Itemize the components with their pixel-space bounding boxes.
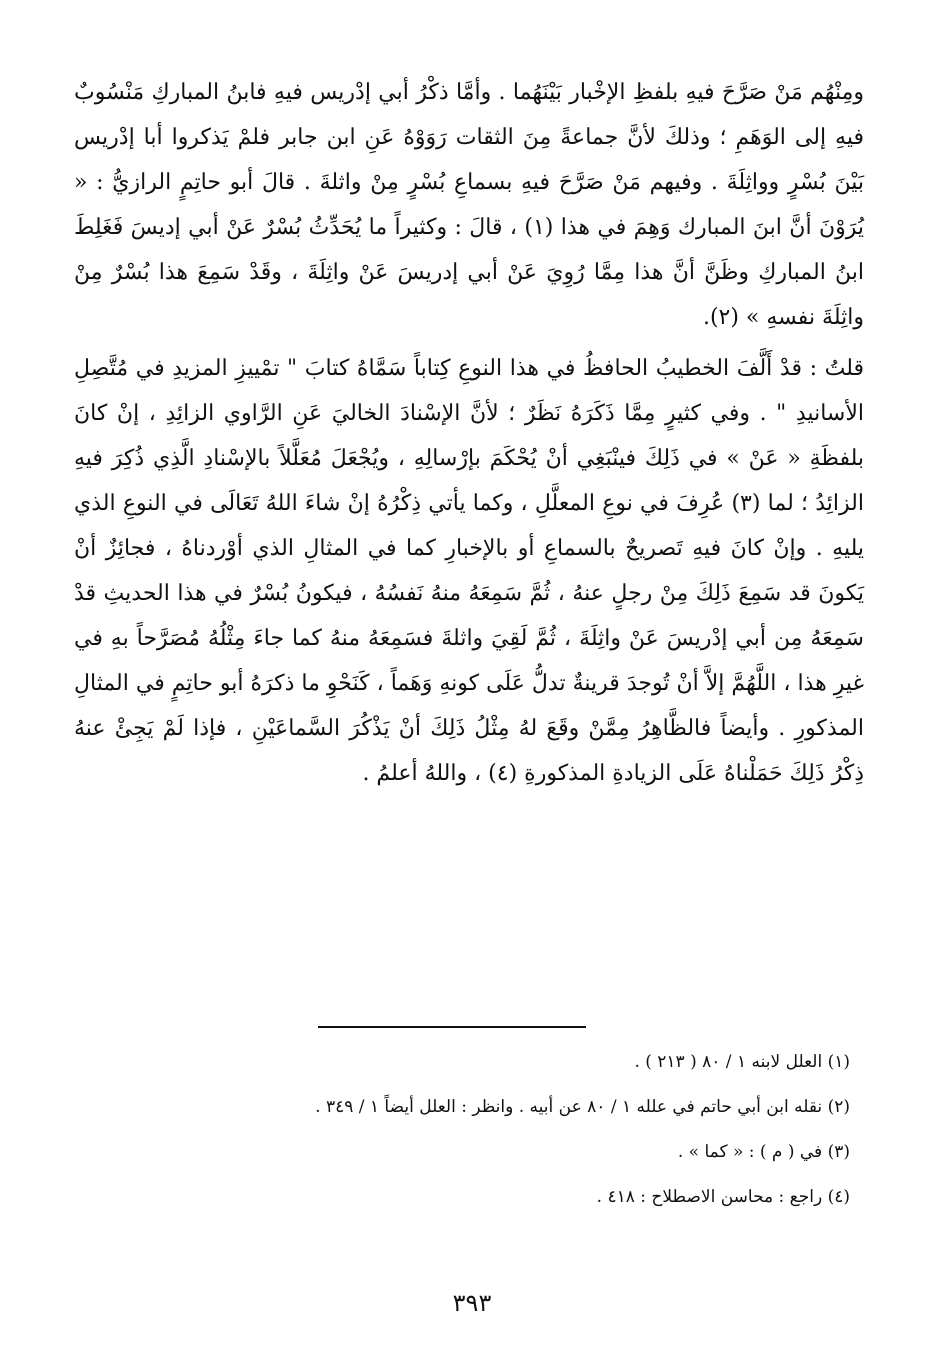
footnotes [160, 1040, 850, 1220]
paragraph: ومِنْهُم مَنْ صَرَّحَ فيهِ بلفظِ الإخْبار بَيْنَهُما . وأمَّا ذكْرُ أبي إدْريس فيهِ فابنُ المباركِ مَنْسُوبٌ فيهِ إلى الوَهَمِ ؛ وذلكَ لأنَّ جماعةً مِنَ الثقات رَوَوْهُ عَنِ ابن جابر فلمْ يَذكروا أبا إدْريس بَيْنَ بُسْرٍ وواثِلَةَ . وفيهم مَنْ صَرَّحَ فيهِ بسماعِ بُسْرٍ مِنْ واثلةَ . قالَ أبو حاتِمٍ الرازيُّ : « يُرَوْنَ أنَّ ابنَ المبارك وَهِمَ في هذا (١) ، قالَ : وكثيراً ما يُحَدِّثُ بُسْرٌ عَنْ أبي إديسَ فَغَلِطَ ابنُ المباركِ وظَنَّ أنَّ هذا مِمَّا رُوِيَ عَنْ أبي إدريسَ عَنْ واثِلَةَ ، وقَدْ سَمِعَ هذا بُسْرٌ مِنْ واثِلَةَ نفسهِ » (٢). [74, 80, 864, 330]
footnote-separator [318, 1026, 586, 1028]
footnote: (٤) راجع : محاسن الاصطلاح : ٤١٨ . [596, 1187, 850, 1207]
footnote: (٣) في ( م ) : « كما » . [677, 1142, 850, 1162]
main-text [74, 70, 864, 796]
paragraph: قلتُ : قدْ أَلَّفَ الخطيبُ الحافظُ في هذا النوعِ كِتاباً سَمَّاهُ كتابَ " تمْييزِ المزيدِ في مُتَّصِلِ الأسانيدِ " . وفي كثيرٍ مِمَّا ذَكَرَهُ نَظَرٌ ؛ لأنَّ الإسْنادَ الخاليَ عَنِ الرَّاوي الزائِدِ ، إنْ كانَ بلفظَةِ « عَنْ » في ذَلِكَ فينْبَغِي أنْ يُحْكَمَ بإرْسالِهِ ، ويُجْعَلَ مُعَلَّلاً بالإسْنادِ الَّذِي ذُكِرَ فيهِ الزائِدُ ؛ لما (٣) عُرِفَ في نوعِ المعلَّلِ ، وكما يأتي ذِكْرُهُ إنْ شاءَ اللهُ تَعَالَى في النوعِ الذي يليهِ . وإنْ كانَ فيهِ تَصريحٌ بالسماعِ أو بالإخبارِ كما في المثالِ الذي أوْردناهُ ، فجائِزٌ أنْ يَكونَ قد سَمِعَ ذَلِكَ مِنْ رجلٍ عنهُ ، ثُمَّ سَمِعَهُ منهُ نَفسُهُ ، فيكونُ بُسْرٌ في هذا الحديثِ قدْ سَمِعَهُ مِن أبي إدْريسَ عَنْ واثِلَةَ ، ثُمَّ لَقِيَ واثلةَ فسَمِعَهُ منهُ كما جاءَ مِثْلُهُ مُصَرَّحاً بهِ في غيرِ هذا ، اللَّهُمَّ إلاَّ أنْ تُوجدَ قرينةٌ تدلُّ عَلَى كونهِ وَهَماً ، كَنَحْوِ ما ذكرَهُ أبو حاتِمٍ في المثالِ المذكورِ . وأيضاً فالظَّاهِرُ مِمَّنْ وقَعَ لهُ مِثْلُ ذَلِكَ أنْ يَذْكُرَ السَّماعَيْنِ ، فإذا لَمْ يَجِئْ عنهُ ذِكْرُ ذَلِكَ حَمَلْناهُ عَلَى الزيادةِ المذكورةِ (٤) ، واللهُ أعلمُ . [74, 356, 864, 786]
page-number: ٣٩٣ [452, 1289, 492, 1317]
footnote: (١) العلل لابنه ١ / ٨٠ ( ٢١٣ ) . [634, 1052, 850, 1072]
footnote: (٢) نقله ابن أبي حاتم في علله ١ / ٨٠ عن أبيه . وانظر : العلل أيضاً ١ / ٣٤٩ . [315, 1097, 850, 1117]
